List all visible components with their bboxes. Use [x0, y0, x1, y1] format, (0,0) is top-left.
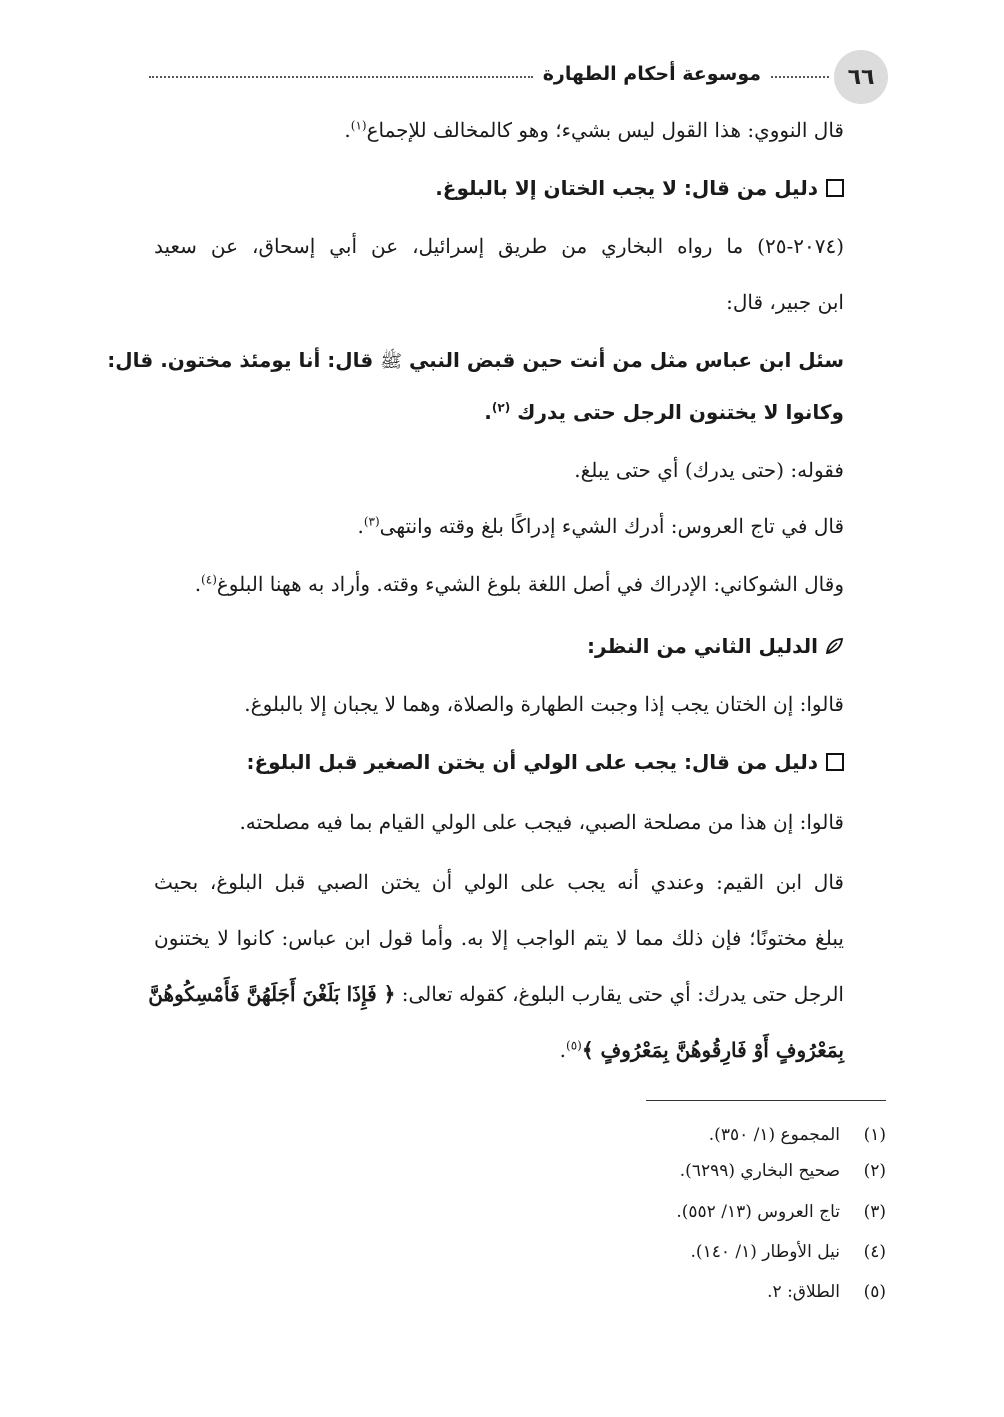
footnote-number: (٣): [863, 1202, 886, 1222]
salawat-symbol: ﷺ: [380, 351, 402, 372]
footnote: [126, 1118, 886, 1152]
checkbox-square-icon: [826, 753, 844, 771]
heading-text: الدليل الثاني من النظر:: [587, 634, 818, 658]
line-text: (٢٠٧٤-٢٥) ما رواه البخاري من طريق إسرائيل، عن أبي إسحاق، عن سعيد: [154, 234, 844, 258]
leaf-ornament-icon: [824, 636, 844, 656]
body-line: [154, 862, 844, 902]
footnote-ref: (٣): [363, 514, 380, 529]
footnote: [126, 1235, 886, 1269]
line-text: قالوا: إن الختان يجب إذا وجبت الطهارة والصلاة، وهما لا يجبان إلا بالبلوغ.: [244, 692, 844, 716]
hadith-text: قال: أنا يومئذ مختون. قال:: [107, 348, 374, 372]
section-heading: [154, 168, 844, 208]
line-text: ابن جبير، قال:: [726, 290, 844, 314]
body-line: [154, 226, 844, 266]
hadith-line: [107, 340, 844, 380]
running-title: موسوعة أحكام الطهارة: [542, 63, 761, 85]
section-heading: [154, 626, 844, 666]
footnote-ref: (١): [350, 118, 367, 133]
footnote: [126, 1195, 886, 1229]
footnote-ref: (٢): [491, 400, 511, 415]
hadith-text: سئل ابن عباس مثل من أنت حين قبض النبي: [408, 348, 844, 372]
line-text: فقوله: (حتى يدرك) أي حتى يبلغ.: [574, 458, 844, 482]
body-line: [154, 684, 844, 724]
footnote: [126, 1154, 886, 1188]
footnote-number: (٥): [863, 1282, 886, 1302]
footnote: [126, 1275, 886, 1309]
footnote-text: الطلاق: ٢.: [767, 1282, 840, 1302]
line-end: .: [194, 572, 202, 596]
line-text: الرجل حتى يدرك: أي حتى يقارب البلوغ، كقوله تعالى:: [401, 982, 844, 1006]
body-line: [154, 918, 844, 958]
footnote-text: نيل الأوطار (١/ ١٤٠).: [690, 1242, 840, 1262]
line-text: قال ابن القيم: وعندي أنه يجب على الولي أن يختن الصبي قبل البلوغ، بحيث: [154, 870, 844, 894]
checkbox-square-icon: [826, 179, 844, 197]
line-text: قال في تاج العروس: أدرك الشيء إدراكًا بلغ وقته وانتهى: [379, 514, 844, 538]
line-text: قال النووي: هذا القول ليس بشيء؛ وهو كالمخالف للإجماع: [366, 118, 844, 142]
body-line: [154, 802, 844, 842]
quran-verse: ﴿ فَإِذَا بَلَغْنَ أَجَلَهُنَّ فَأَمْسِكُوهُنَّ: [148, 982, 396, 1006]
footnote-text: المجموع (١/ ٣٥٠).: [708, 1125, 840, 1145]
footnote-number: (٤): [863, 1242, 886, 1262]
body-line: [148, 974, 844, 1014]
line-end: .: [344, 118, 351, 142]
body-line: [154, 564, 844, 604]
line-text: يبلغ مختونًا؛ فإن ذلك مما لا يتم الواجب إلا به. وأما قول ابن عباس: كانوا لا يختنون: [154, 926, 844, 950]
running-header: [149, 59, 829, 89]
page-number: ٦٦: [847, 64, 875, 90]
body-line: [154, 506, 844, 546]
line-end: .: [484, 400, 492, 424]
header-dotted-rule-left: [149, 76, 533, 78]
page-number-badge: [834, 50, 888, 104]
heading-text: دليل من قال: يجب على الولي أن يختن الصغير قبل البلوغ:: [246, 750, 818, 774]
quran-verse: بِمَعْرُوفٍ أَوْ فَارِقُوهُنَّ بِمَعْرُوفٍ ﴾: [581, 1038, 844, 1062]
footnote-text: تاج العروس (١٣/ ٥٥٢).: [676, 1202, 840, 1222]
section-heading: [154, 742, 844, 782]
body-line: [154, 450, 844, 490]
footnote-number: (١): [863, 1125, 886, 1145]
body-line: [154, 1030, 844, 1070]
footnote-text: صحيح البخاري (٦٢٩٩).: [679, 1161, 840, 1181]
footnote-ref: (٥): [566, 1038, 582, 1053]
footnote-separator: [646, 1100, 886, 1101]
line-text: قالوا: إن هذا من مصلحة الصبي، فيجب على الولي القيام بما فيه مصلحته.: [239, 810, 844, 834]
body-line: [154, 282, 844, 322]
line-end: .: [559, 1038, 566, 1062]
heading-text: دليل من قال: لا يجب الختان إلا بالبلوغ.: [435, 176, 818, 200]
footnote-number: (٢): [863, 1161, 886, 1181]
body-line: [154, 110, 844, 150]
hadith-text: وكانوا لا يختنون الرجل حتى يدرك: [517, 400, 844, 424]
hadith-line: [154, 392, 844, 432]
footnote-ref: (٤): [201, 572, 217, 587]
header-dotted-rule-right: [771, 76, 829, 78]
line-text: وقال الشوكاني: الإدراك في أصل اللغة بلوغ الشيء وقته. وأراد به ههنا البلوغ: [216, 572, 844, 596]
line-end: .: [357, 514, 364, 538]
